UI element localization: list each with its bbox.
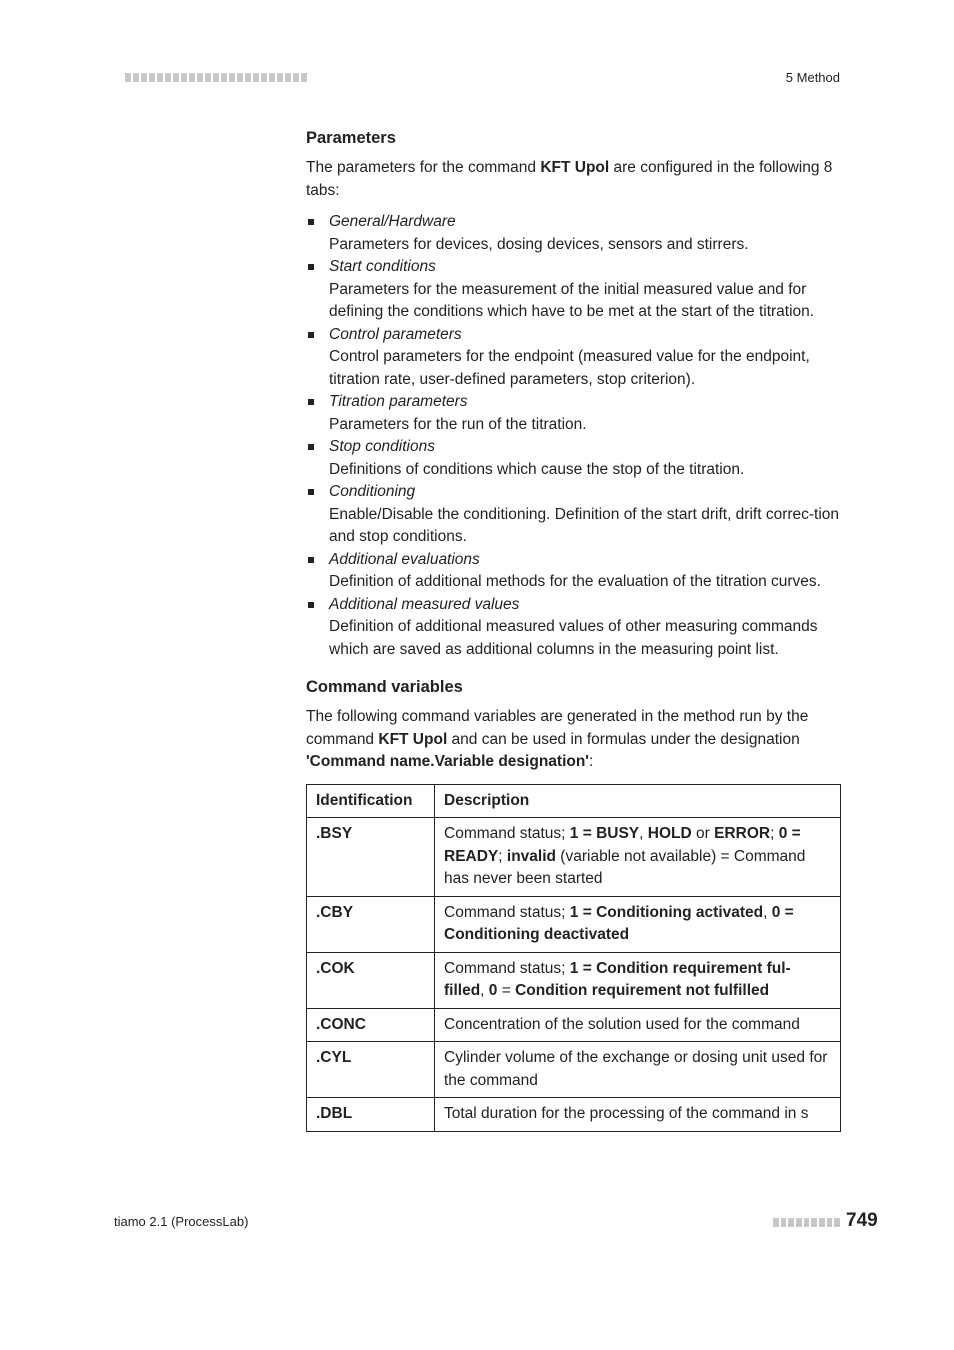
tab-name: Additional evaluations xyxy=(329,550,480,568)
list-item xyxy=(306,324,841,392)
header-section-title: 5 Method xyxy=(785,70,840,85)
variable-id: .DBL xyxy=(307,1098,435,1132)
desc-text: Command status; xyxy=(444,903,570,921)
command-name: KFT Upol xyxy=(540,159,610,176)
variable-description xyxy=(435,952,841,1008)
variable-description: Cylinder volume of the exchange or dosing unit used for the command xyxy=(435,1042,841,1098)
footer-product: tiamo 2.1 (ProcessLab) xyxy=(114,1214,249,1229)
tab-description: Parameters for the measurement of the initial measured value and for defining the conditions which have to be met at the start of the titration. xyxy=(329,280,815,320)
desc-bold: invalid xyxy=(506,847,556,865)
intro-text: The following command variables are generated in the method run by the command xyxy=(306,708,809,748)
tab-description: Control parameters for the endpoint (measured value for the endpoint, titration rate, user-defined parameters, stop criterion). xyxy=(329,348,810,388)
column-header-identification: Identification xyxy=(307,784,435,818)
desc-text: ; xyxy=(498,847,507,865)
intro-text-mid: and can be used in formulas under the designation xyxy=(447,730,800,748)
table-header-row xyxy=(307,784,841,818)
desc-bold: Condition requirement not fulfilled xyxy=(515,982,770,999)
variable-id: .CYL xyxy=(307,1042,435,1098)
table-row xyxy=(307,1098,841,1132)
variable-description: Concentration of the solution used for the command xyxy=(435,1008,841,1042)
list-item xyxy=(306,436,841,481)
intro-text: The parameters for the command xyxy=(306,159,541,176)
page-content xyxy=(306,126,841,1132)
command-variables-table xyxy=(306,784,841,1132)
desc-bold: 0 = READY xyxy=(444,825,801,865)
desc-bold: 0 = Conditioning deactivated xyxy=(444,903,794,943)
desc-text: = xyxy=(497,982,516,999)
desc-bold: 1 = Condition requirement ful-filled xyxy=(444,959,791,999)
variable-id: .COK xyxy=(307,952,435,1008)
table-row xyxy=(307,1008,841,1042)
parameters-intro xyxy=(306,157,841,202)
tab-description: Definition of additional methods for the evaluation of the titration curves. xyxy=(329,573,821,590)
page-number: 749 xyxy=(846,1210,878,1231)
tab-description: Definition of additional measured values of other measuring commands which are saved as additional columns in the measuring point list. xyxy=(329,618,818,658)
command-variables-heading: Command variables xyxy=(306,678,463,696)
variable-id: .BSY xyxy=(307,818,435,897)
variable-id: .CBY xyxy=(307,896,435,952)
variable-description xyxy=(435,896,841,952)
tabs-list xyxy=(306,211,841,661)
command-variables-intro xyxy=(306,706,841,774)
tab-name: Stop conditions xyxy=(329,438,435,455)
table-row xyxy=(307,952,841,1008)
desc-text: , xyxy=(639,825,648,842)
list-item xyxy=(306,481,841,549)
intro-text-end: : xyxy=(589,753,594,770)
table-row xyxy=(307,818,841,897)
tab-description: Parameters for devices, dosing devices, sensors and stirrers. xyxy=(329,235,749,253)
desc-bold: 1 = Conditioning activated xyxy=(569,903,764,921)
desc-text: , xyxy=(480,982,489,999)
variable-description xyxy=(435,818,841,897)
desc-bold: 0 xyxy=(488,982,498,999)
desc-text: ; xyxy=(770,825,779,842)
variable-description: Total duration for the processing of the command in s xyxy=(435,1098,841,1132)
desc-text: Command status; xyxy=(444,959,570,977)
tab-description: Definitions of conditions which cause the stop of the titration. xyxy=(329,460,745,478)
tab-name: General/Hardware xyxy=(329,213,456,230)
list-item xyxy=(306,256,841,324)
column-header-description: Description xyxy=(435,784,841,818)
table-row xyxy=(307,896,841,952)
header-decoration xyxy=(125,73,307,82)
command-name: KFT Upol xyxy=(378,730,448,748)
parameters-heading: Parameters xyxy=(306,129,396,147)
tab-name: Control parameters xyxy=(329,325,462,343)
tab-name: Titration parameters xyxy=(329,393,468,410)
variable-id: .CONC xyxy=(307,1008,435,1042)
tab-name: Conditioning xyxy=(329,483,416,500)
variable-designation: 'Command name.Variable designation' xyxy=(306,753,589,770)
desc-bold: 1 = BUSY xyxy=(569,825,640,842)
list-item xyxy=(306,211,841,256)
intro-text-end: are configured in the following 8 tabs: xyxy=(306,159,833,199)
tab-description: Parameters for the run of the titration. xyxy=(329,415,587,433)
list-item xyxy=(306,549,841,594)
tab-name: Additional measured values xyxy=(329,595,520,613)
tab-description: Enable/Disable the conditioning. Definition of the start drift, drift correc-tion and stop conditions. xyxy=(329,505,840,545)
footer-decoration xyxy=(773,1218,840,1227)
list-item xyxy=(306,391,841,436)
desc-text: , xyxy=(763,903,772,921)
desc-text: (variable not available) = Command has never been started xyxy=(444,847,806,887)
list-item xyxy=(306,594,841,662)
desc-text: Command status; xyxy=(444,825,570,842)
desc-bold: ERROR xyxy=(714,825,771,842)
desc-bold: HOLD xyxy=(647,825,692,842)
table-row xyxy=(307,1042,841,1098)
tab-name: Start conditions xyxy=(329,258,436,275)
desc-text: or xyxy=(691,825,715,842)
